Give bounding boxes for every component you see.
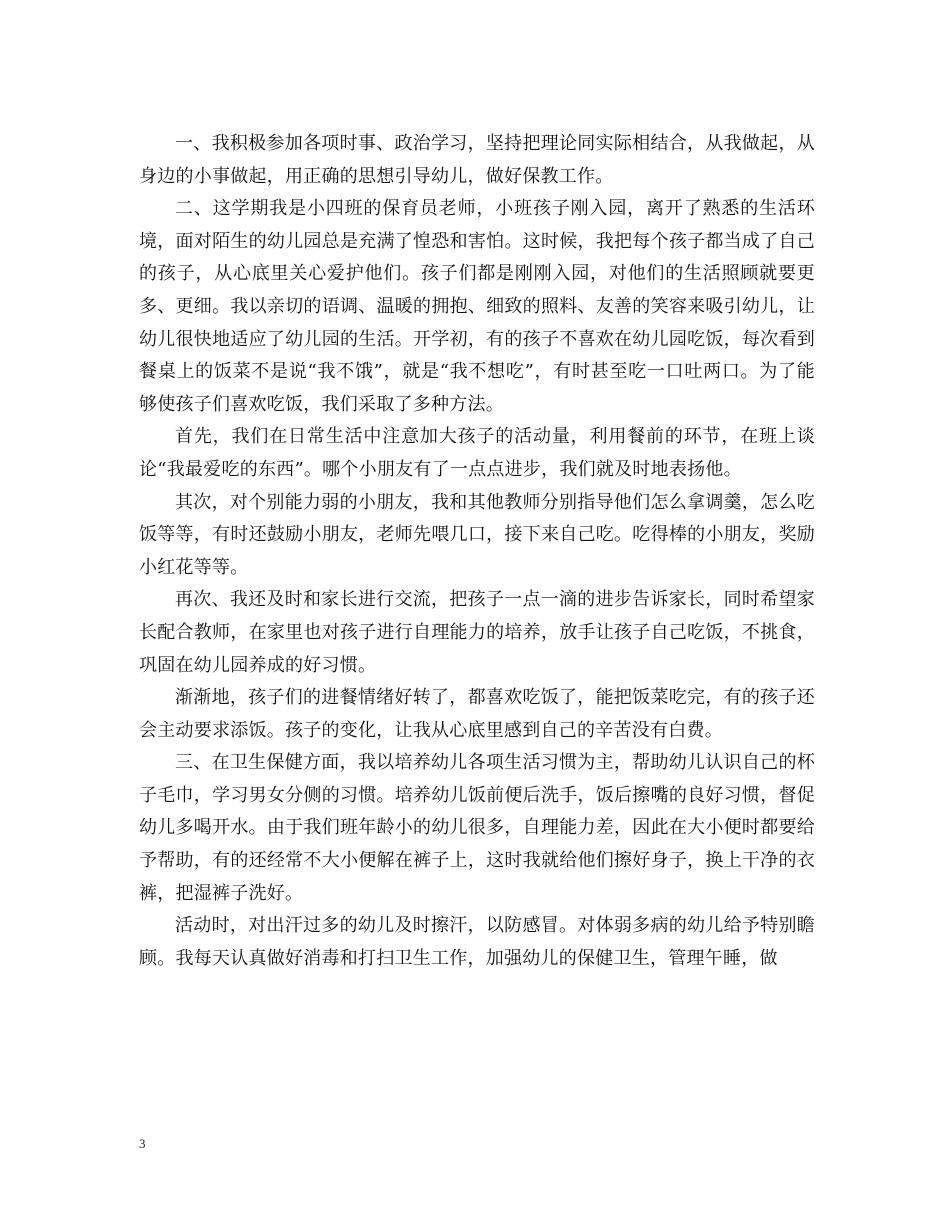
- page-number: 3: [139, 1136, 146, 1151]
- paragraph-4: 其次，对个别能力弱的小朋友，我和其他教师分别指导他们怎么拿调羹，怎么吃饭等等，有时还鼓励小朋友，老师先喂几口，接下来自己吃。吃得棒的小朋友，奖励小红花等等。: [139, 491, 815, 578]
- paragraph-7: 三、在卫生保健方面，我以培养幼儿各项生活习惯为主，帮助幼儿认识自己的杯子毛巾，学习男女分侧的习惯。培养幼儿饭前便后洗手，饭后擦嘴的良好习惯，督促幼儿多喝开水。由于我们班年龄小的幼儿很多，自理能力差，因此在大小便时都要给予帮助，有的还经常不大小便解在裤子上，这时我就给他们擦好身子，换上干净的衣裤，把湿裤子洗好。: [139, 752, 815, 904]
- paragraph-2: 二、这学期我是小四班的保育员老师，小班孩子刚入园，离开了熟悉的生活环境，面对陌生的幼儿园总是充满了惶恐和害怕。这时候，我把每个孩子都当成了自己的孩子，从心底里关心爱护他们。孩子们都是刚刚入园，对他们的生活照顾就要更多、更细。我以亲切的语调、温暖的拥抱、细致的照料、友善的笑容来吸引幼儿，让幼儿很快地适应了幼儿园的生活。开学初，有的孩子不喜欢在幼儿园吃饭，每次看到餐桌上的饭菜不是说“我不饿”，就是“我不想吃”，有时甚至吃一口吐两口。为了能够使孩子们喜欢吃饭，我们采取了多种方法。: [139, 198, 815, 415]
- paragraph-3: 首先，我们在日常生活中注意加大孩子的活动量，利用餐前的环节，在班上谈论“我最爱吃的东西”。哪个小朋友有了一点点进步，我们就及时地表扬他。: [139, 426, 815, 480]
- body-text: [139, 128, 815, 975]
- paragraph-1: 一、我积极参加各项时事、政治学习，坚持把理论同实际相结合，从我做起，从身边的小事做起，用正确的思想引导幼儿，做好保教工作。: [139, 133, 815, 187]
- paragraph-8: 活动时，对出汗过多的幼儿及时擦汗，以防感冒。对体弱多病的幼儿给予特别瞻顾。我每天认真做好消毒和打扫卫生工作，加强幼儿的保健卫生，管理午睡，做: [139, 915, 815, 969]
- paragraph-6: 渐渐地，孩子们的进餐情绪好转了，都喜欢吃饭了，能把饭菜吃完，有的孩子还会主动要求添饭。孩子的变化，让我从心底里感到自己的辛苦没有白费。: [139, 687, 815, 741]
- paragraph-5: 再次、我还及时和家长进行交流，把孩子一点一滴的进步告诉家长，同时希望家长配合教师，在家里也对孩子进行自理能力的培养，放手让孩子自己吃饭，不挑食，巩固在幼儿园养成的好习惯。: [139, 589, 815, 676]
